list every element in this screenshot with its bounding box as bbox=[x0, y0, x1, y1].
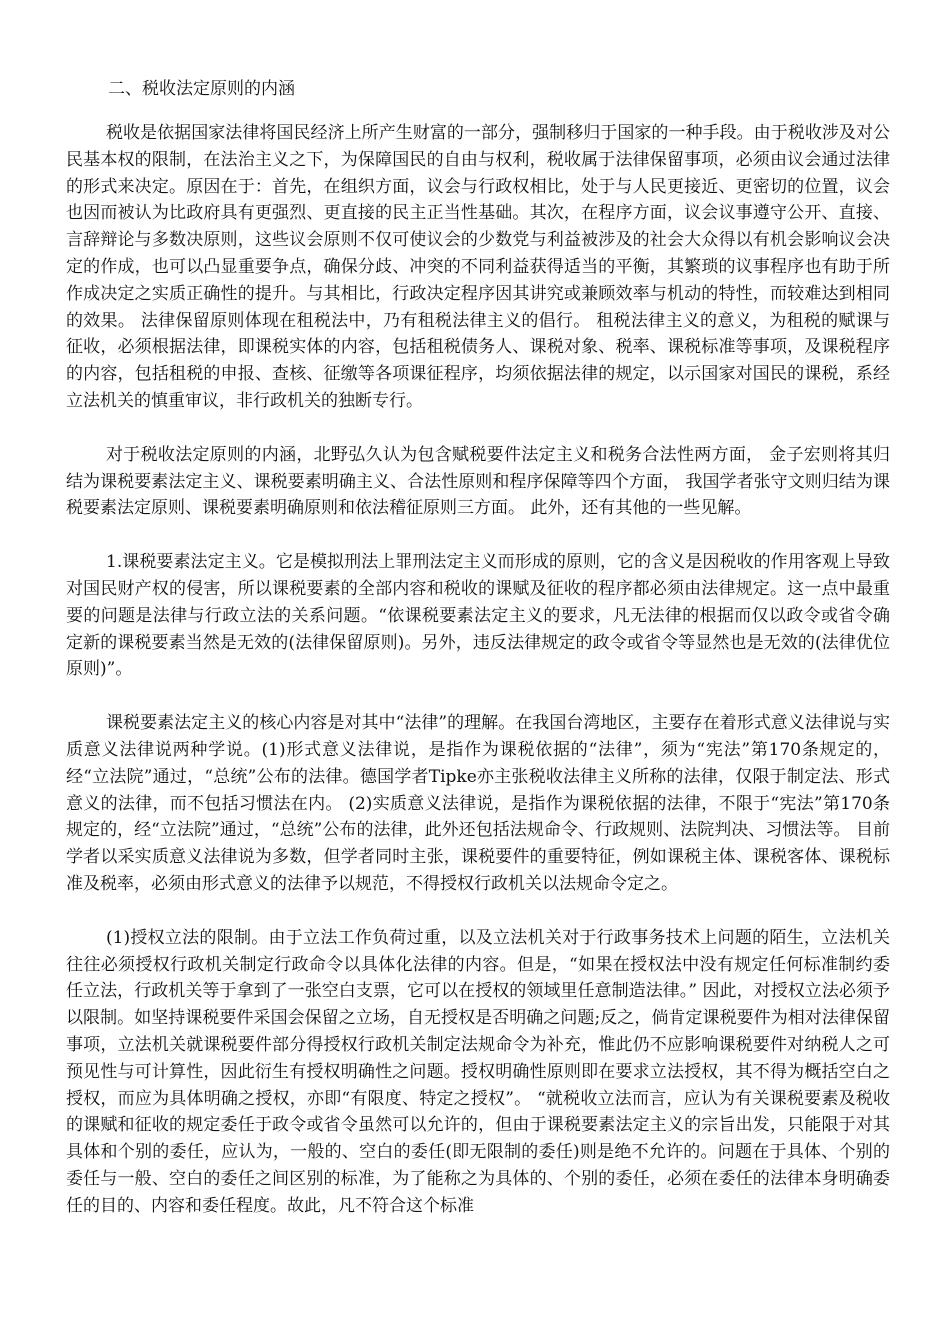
paragraph-tax-legality-definition: 税收是依据国家法律将国民经济上所产生财富的一部分，强制移归于国家的一种手段。由于税收涉及对公民基本权的限制，在法治主义之下，为保障国民的自由与权利，税收属于法律保留事项，必须由议会通过法律的形式来决定。原因在于：首先，在组织方面，议会与行政权相比，处于与人民更接近、更密切的位置，议会也因而被认为比政府具有更强烈、更直接的民主正当性基础。其次，在程序方面，议会议事遵守公开、直接、言辞辩论与多数决原则，这些议会原则不仅可使议会的少数党与利益被涉及的社会大众得以有机会影响议会决定的作成，也可以凸显重要争点，确保分歧、冲突的不同利益获得适当的平衡，其繁琐的议事程序也有助于所作成决定之实质正确性的提升。与其相比，行政决定程序因其讲究或兼顾效率与机动的特性，而较难达到相同的效果。 法律保留原则体现在租税法中，乃有租税法律主义的倡行。 租税法律主义的意义，为租税的赋课与征收，必须根据法律，即课税实体的内容，包括租税债务人、课税对象、税率、课税标准等事项，及课税程序的内容，包括租税的申报、查核、征缴等各项课征程序，均须依据法律的规定，以示国家对国民的课税，系经立法机关的慎重审议，非行政机关的独断专行。 bbox=[66, 123, 890, 411]
paragraph-meaning-of-law: 课税要素法定主义的核心内容是对其中“法律”的理解。在我国台湾地区，主要存在着形式意义法律说与实质意义法律说两种学说。(1)形式意义法律说，是指作为课税依据的“法律”，须为“宪法”第170条规定的，经“立法院”通过，“总统”公布的法律。德国学者Tipke亦主张税收法律主义所称的法律，仅限于制定法、形式意义的法律，而不包括习惯法在内。 (2)实质意义法律说，是指作为课税依据的法律，不限于“宪法”第170条规定的，经“立法院”通过，“总统”公布的法律，此外还包括法规命令、行政规则、法院判决、习惯法等。 目前学者以采实质意义法律说为多数，但学者同时主张，课税要件的重要特征，例如课税主体、课税客体、课税标准及税率，必须由形式意义的法律予以规范，不得授权行政机关以法规命令定之。 bbox=[66, 713, 890, 894]
section-heading: 二、税收法定原则的内涵 bbox=[108, 79, 295, 99]
paragraph-tax-element-legality: 1.课税要素法定主义。它是模拟刑法上罪刑法定主义而形成的原则，它的含义是因税收的作用客观上导致对国民财产权的侵害，所以课税要素的全部内容和税收的课赋及征收的程序都必须由法律规定。这一点中最重要的问题是法律与行政立法的关系问题。“依课税要素法定主义的要求，凡无法律的根据而仅以政令或省令确定新的课税要素当然是无效的(法律保留原则)。另外，违反法律规定的政令或省令等显然也是无效的(法律优位原则)”。 bbox=[66, 552, 890, 680]
document-body bbox=[66, 120, 890, 1246]
paragraph-delegated-legislation: (1)授权立法的限制。由于立法工作负荷过重，以及立法机关对于行政事务技术上问题的陌生，立法机关往往必须授权行政机关制定行政命令以具体化法律的内容。但是，“如果在授权法中没有规定任何标准制约委任立法，行政机关等于拿到了一张空白支票，它可以在授权的领域里任意制造法律。” 因此，对授权立法必须予以限制。如坚持课税要件采国会保留之立场，自无授权是否明确之问题;反之，倘肯定课税要件为相对法律保留事项，立法机关就课税要件部分得授权行政机关制定法规命令为补充，惟此仍不应影响课税要件对纳税人之可预见性与可计算性，因此衍生有授权明确性之问题。授权明确性原则即在要求立法授权，其不得为概括空白之授权，而应为具体明确之授权，亦即“有限度、特定之授权”。 “就税收立法而言，应认为有关课税要素及税收的课赋和征收的规定委任于政令或省令虽然可以允许的，但由于课税要素法定主义的宗旨出发，只能限于对其具体和个别的委任，应认为，一般的、空白的委任(即无限制的委任)则是绝不允许的。问题在于具体、个别的委任与一般、空白的委任之间区别的标准，为了能称之为具体的、个别的委任，必须在委任的法律本身明确委任的目的、内容和委任程度。故此，凡不符合这个标准 bbox=[66, 927, 890, 1216]
paragraph-scholarly-views: 对于税收法定原则的内涵，北野弘久认为包含赋税要件法定主义和税务合法性两方面， 金子宏则将其归结为课税要素法定主义、课税要素明确主义、合法性原则和程序保障等四个方面， 我国学者张守文则归结为课税要素法定原则、课税要素明确原则和依法稽征原则三方面。 此外，还有其他的一些见解。 bbox=[66, 444, 890, 519]
